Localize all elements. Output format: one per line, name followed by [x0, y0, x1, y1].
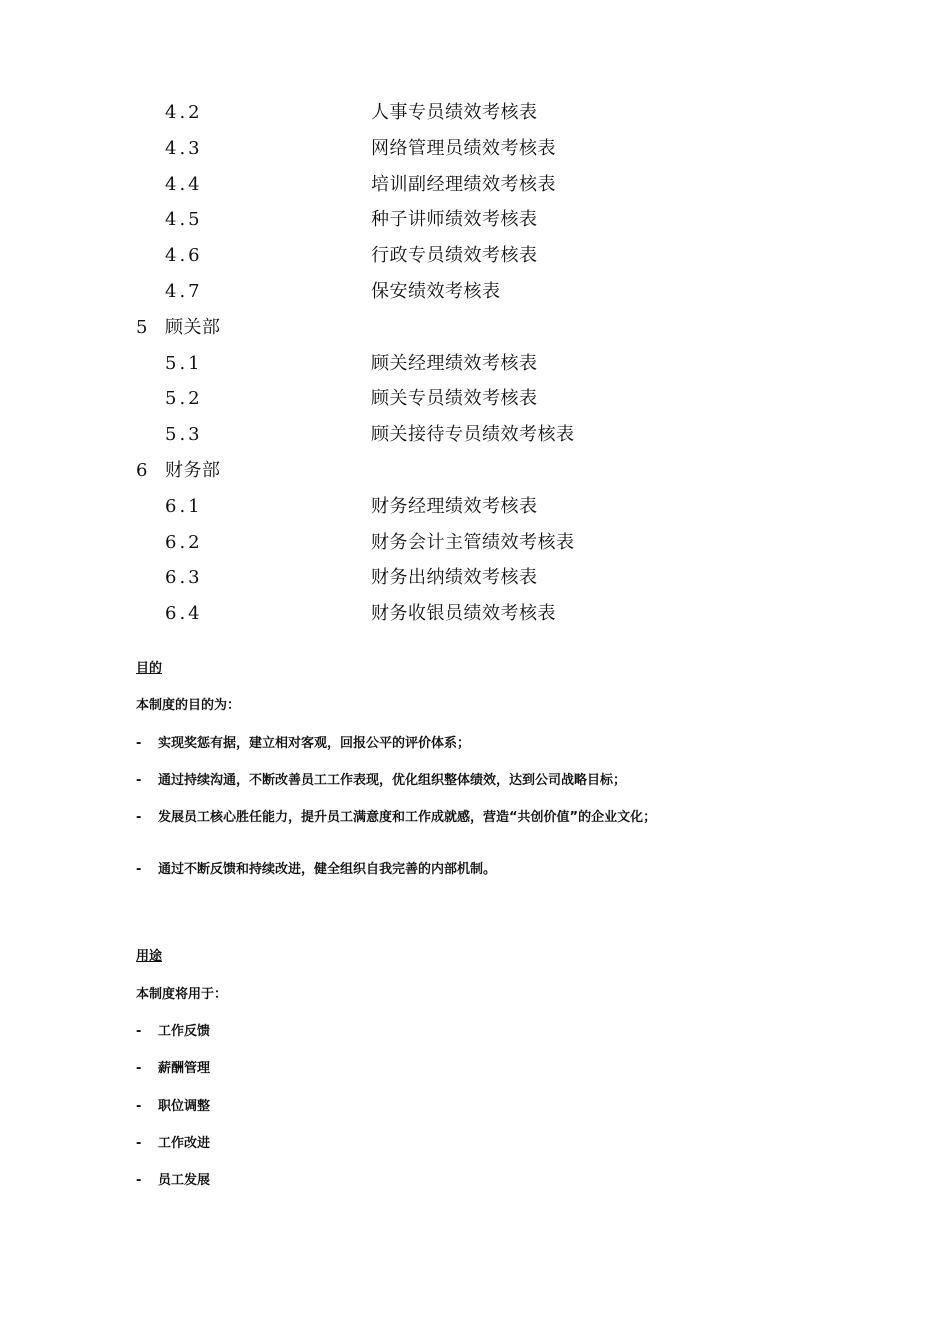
bullet-text: 薪酬管理: [158, 1061, 211, 1076]
toc-item-number: 4.7: [165, 280, 203, 302]
toc-item: [0, 560, 950, 596]
usage-bullet: [136, 1136, 210, 1152]
toc-item-number: 4.6: [165, 245, 203, 267]
bullet-text: 通过不断反馈和持续改进，健全组织自我完善的内部机制。: [158, 862, 497, 877]
bullet-dash: -: [136, 810, 142, 825]
usage-intro: 本制度将用于：: [136, 987, 228, 1002]
bullet-text: 通过持续沟通，不断改善员工工作表现，优化组织整体绩效，达到公司战略目标；: [158, 773, 627, 788]
toc-item: [0, 525, 950, 561]
toc-item: [0, 489, 950, 525]
bullet-dash: -: [136, 1099, 142, 1114]
usage-bullet: [136, 1099, 210, 1115]
toc-item: [0, 274, 950, 310]
bullet-text: 发展员工核心胜任能力，提升员工满意度和工作成就感，营造“共创价值”的企业文化；: [158, 810, 657, 825]
toc-item-number: 6.3: [165, 567, 203, 589]
toc-item-number: 5.3: [165, 424, 203, 446]
purpose-bullet: [136, 862, 496, 878]
bullet-text: 实现奖惩有据，建立相对客观，回报公平的评价体系；: [158, 736, 471, 751]
bullet-dash: -: [136, 1136, 142, 1151]
toc-item-number: 4.4: [165, 173, 203, 195]
bullet-text: 工作改进: [158, 1136, 211, 1151]
toc-item-title: 财务会计主管绩效考核表: [371, 531, 575, 553]
toc-item: [0, 95, 950, 131]
toc-item-number: 4.3: [165, 137, 203, 159]
purpose-bullet: [136, 736, 470, 752]
toc-item-number: 6.1: [165, 495, 203, 517]
toc-item: [0, 417, 950, 453]
toc-item-title: 行政专员绩效考核表: [371, 245, 538, 267]
bullet-dash: -: [136, 1024, 142, 1039]
toc-item-number: 4.5: [165, 209, 203, 231]
usage-bullet: [136, 1173, 210, 1189]
toc-item: [0, 202, 950, 238]
toc-item-title: 保安绩效考核表: [371, 280, 501, 302]
toc-item-number: 6.2: [165, 531, 203, 553]
usage-bullet: [136, 1024, 210, 1040]
toc-item: [0, 131, 950, 167]
usage-bullet: [136, 1061, 210, 1077]
bullet-text: 职位调整: [158, 1099, 211, 1114]
toc-item: [0, 346, 950, 382]
usage-heading: 用途: [136, 949, 163, 964]
bullet-dash: -: [136, 1061, 142, 1076]
toc-item-number: 5.2: [165, 388, 203, 410]
toc-section-title: 财务部: [165, 459, 221, 481]
toc-section-title: 顾关部: [165, 316, 221, 338]
toc-item-title: 培训副经理绩效考核表: [371, 173, 556, 195]
toc-item: [0, 167, 950, 203]
toc-item-title: 顾关接待专员绩效考核表: [371, 424, 575, 446]
toc-item-title: 顾关专员绩效考核表: [371, 388, 538, 410]
toc-section-number: 5: [136, 316, 148, 338]
toc-item: [0, 381, 950, 417]
toc-item-title: 网络管理员绩效考核表: [371, 137, 556, 159]
toc-item-number: 5.1: [165, 352, 203, 374]
toc-item-title: 种子讲师绩效考核表: [371, 209, 538, 231]
bullet-dash: -: [136, 862, 142, 877]
toc-section-number: 6: [136, 459, 148, 481]
toc-item-title: 财务出纳绩效考核表: [371, 567, 538, 589]
toc-item-title: 财务收银员绩效考核表: [371, 603, 556, 625]
toc-item: [0, 238, 950, 274]
bullet-dash: -: [136, 1173, 142, 1188]
toc-item-number: 4.2: [165, 102, 203, 123]
toc-item-title: 人事专员绩效考核表: [371, 102, 538, 123]
toc-item-title: 财务经理绩效考核表: [371, 495, 538, 517]
table-of-contents: [0, 95, 950, 632]
bullet-text: 员工发展: [158, 1173, 211, 1188]
purpose-heading: 目的: [136, 661, 163, 676]
purpose-bullet: [136, 810, 656, 826]
purpose-bullet: [136, 773, 626, 789]
bullet-text: 工作反馈: [158, 1024, 211, 1039]
bullet-dash: -: [136, 736, 142, 751]
toc-item-number: 6.4: [165, 603, 203, 625]
toc-item-title: 顾关经理绩效考核表: [371, 352, 538, 374]
bullet-dash: -: [136, 773, 142, 788]
purpose-intro: 本制度的目的为：: [136, 698, 241, 713]
toc-item: [0, 596, 950, 632]
toc-section: [0, 453, 950, 489]
toc-section: [0, 310, 950, 346]
